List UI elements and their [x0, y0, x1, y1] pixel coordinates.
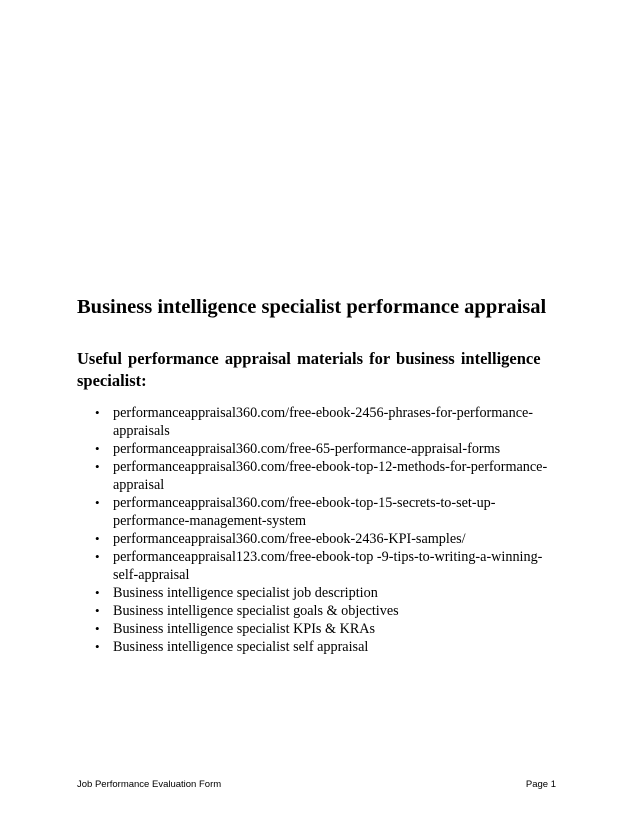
list-item-text[interactable]: performanceappraisal360.com/free-ebook-2456-phrases-for-performance- appraisals — [113, 405, 534, 439]
list-item-text[interactable]: Business intelligence specialist job description — [113, 585, 378, 601]
page-number: Page 1 — [525, 779, 556, 790]
list-item[interactable] — [95, 404, 575, 440]
list-item-text[interactable]: Business intelligence specialist goals & objectives — [113, 603, 399, 619]
list-item[interactable] — [95, 458, 575, 494]
bullet-icon: • — [95, 621, 100, 636]
list-item-text[interactable]: Business intelligence specialist self appraisal — [113, 639, 369, 655]
list-item-text[interactable]: performanceappraisal360.com/free-ebook-top-12-methods-for-performance- appraisal — [113, 459, 548, 493]
bullet-icon: • — [95, 639, 100, 654]
bullet-icon: • — [95, 405, 100, 420]
bullet-icon: • — [95, 495, 100, 510]
list-item[interactable] — [95, 494, 575, 530]
footer-left-text: Job Performance Evaluation Form — [77, 779, 222, 790]
list-item[interactable] — [95, 584, 575, 602]
list-item-text[interactable]: Business intelligence specialist KPIs & KRAs — [113, 621, 376, 637]
list-item-text[interactable]: performanceappraisal123.com/free-ebook-top -9-tips-to-writing-a-winning- self-appraisal — [113, 549, 543, 583]
list-item[interactable] — [95, 602, 575, 620]
list-item[interactable] — [95, 530, 575, 548]
list-item[interactable] — [95, 620, 575, 638]
bullet-icon: • — [95, 459, 100, 474]
bullet-icon: • — [95, 441, 100, 456]
bullet-icon: • — [95, 549, 100, 564]
list-item-text[interactable]: performanceappraisal360.com/free-ebook-2436-KPI-samples/ — [113, 531, 466, 547]
list-item[interactable] — [95, 638, 575, 656]
resource-list — [95, 404, 575, 656]
list-item[interactable] — [95, 548, 575, 584]
bullet-icon: • — [95, 585, 100, 600]
document-subtitle: Useful performance appraisal materials for business intelligence specialist: — [77, 349, 541, 390]
list-item-text[interactable]: performanceappraisal360.com/free-65-performance-appraisal-forms — [113, 441, 501, 457]
document-title: Business intelligence specialist performance appraisal — [77, 296, 547, 318]
bullet-icon: • — [95, 603, 100, 618]
list-item-text[interactable]: performanceappraisal360.com/free-ebook-top-15-secrets-to-set-up- performance-management-system — [113, 495, 496, 529]
bullet-icon: • — [95, 531, 100, 546]
list-item[interactable] — [95, 440, 575, 458]
